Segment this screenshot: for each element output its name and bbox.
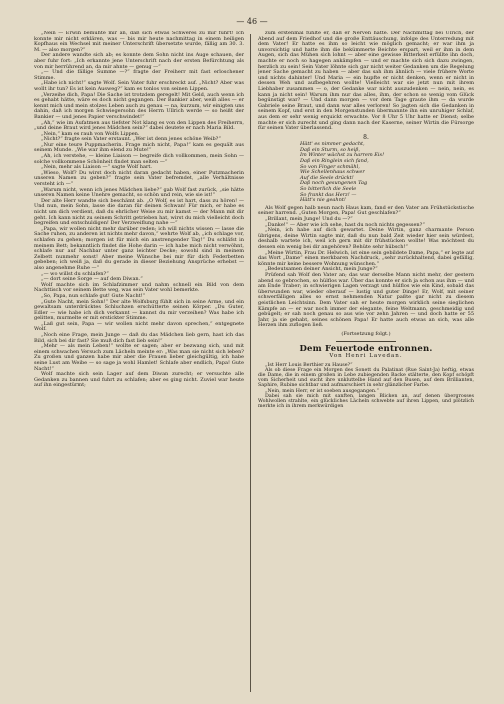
paragraph: „Habe ich nicht!“ sagte Wolf. Sein Vater fuhr erschreckt auf. „Nicht? Aber was wollt ihr tun? Es ist kein Ausweg?“ kam es tonlos von seinen Lippen.: [34, 80, 244, 92]
paragraph: „So, Papa, nun schlafe gut! Gute Nacht!“: [41, 292, 146, 299]
paragraph: „Noch eine Frage, mein Junge — daß du das Mädchen lieb gern, hast ich das Bild, sich bei dir fast? Sie muß dich fast lieb sein!“: [34, 332, 244, 344]
poem-line: Daß ein Ringlein sich fand,: [300, 158, 369, 165]
paragraph: „Meine Wirtin, Frau Dr. Helwich, ist eine sein gebildete Dame, Papa,“ er legte auf das Wort „Dame“ einen merkbaren Nachdruck, „sehr zurückhaltend, dabei gefällig, könnte mir keine bessere Wohnung wünschen.“: [258, 249, 474, 267]
paragraph: Als ob diese Frage ein Morgen des Sonett du Palatinat (Rue Saint-Ja) heftig, etwas die Dame, die in einem großen in Lebe zubiegenden Backe stälterte, den Kopf schöpft vom Sicherheit und sucht ihre unkluttelbe Hand auf den Busen, auf dem Brillianten, Saphire, Rubine sichtbar und aufmarschiert in sehr glänzlicher Farbe.: [258, 367, 474, 389]
paragraph: „— dort seine Sorge — auf dem Diwan.“: [41, 276, 143, 283]
paragraph: Prüfend sah Wolf den Vater an; das war derselbe Mann nicht mehr, der gestern abend so gebrochen, so hülflos war. Über das konnte er sich ja schon aus ihm — und am Ende Traber; in schwierigen Lagen verzagt und hülflos wie ein Kind, sobald das überwunden war, wieder oberauf — lustig und guter Dinge! Er, Wolf, mit seiner schwerfälligen alles so ernst nehmenden Natur paßte gar nicht zu diesem geistlichen Leichtsinn. Dem Vater sah er heute morgen wirklich seine sieglichen Kämpfe an — er war noch immer der elegante, feine Weltmann, geschmeidig und gebügelt; er sah noch genau so aus wie vor zehn Jahren — und doch hatte er 55 Jahr, ja sie gehabt, seines schönen Papa! Er hatte auch etwas an sich, was alle Herzen ihm zuflogen ließ.: [258, 271, 474, 329]
poem: [300, 142, 474, 204]
paragraph: „Nein, mein Herr, er ist soeben ausgegangen.“: [265, 388, 379, 394]
right-column: [258, 31, 474, 696]
chapter-text: [258, 206, 474, 329]
poem-line: So frankt das Herz! —: [300, 191, 357, 198]
paragraph: Der andere wandte sich ab; es konnte dem Sohn nicht ins Auge schauen, der aber fuhr fort: „Ich erkannte jene Unterschrift nach der ersten Befürchtung als von mir herrührend an, da mir ahnte — genug —“: [34, 52, 244, 70]
paragraph: Wolf machte sich im Schlafzimmer und nahm schnell ein Bild von dem Nachttisch vor seinem Bette weg, was sein Vater wohl bemerkte.: [34, 281, 244, 294]
chapter-continuation: [258, 31, 474, 132]
paragraph: „Nein, ich habe auf dich gewartet. Deine Wirtin, ganz charmante Person übrigens, deine Wirtin sagte mir, daß du nun bald Zeit wieder hier sein würdest, deshalb wartete ich, weil ich gern mit dir frühstücken wollte! Was möchtest du dessen ein wenig bei dir angehören? Behüte sehr hübsch!“: [258, 227, 474, 250]
paragraph: „Ist Herr Louis Berthier zu Hause?“: [265, 362, 353, 368]
poem-line: Daß ein Sturm, so heiß,: [300, 146, 361, 153]
paragraph: „Brillant, mein Junge! Und du —?“: [265, 216, 353, 222]
paragraph: „Ah, ich verstehe, — kleine Liaison — begreife dich vollkommen, mein Sohn — solche vollkommene Schönheit findet man selten —“: [34, 153, 244, 165]
paragraph: „Wieso, Wolf? Du wirst doch nicht daran gedacht haben, einer Putzmacherin unseren Namen zu geben?“ fragte sein Vater befremdet, „alle Verhältnisse versteht ich —“: [34, 169, 244, 188]
paragraph: „Ah,“ wie im Aufatmen aus tiefster Not klang es von den Lippen des Freiherrn, „und deine Braut wird jenes Mädchen sein?“ dabei deutete er nach Maria Bild.: [34, 119, 244, 132]
poem-line: Im Winter wächst zu harrem Eis!: [300, 152, 385, 159]
poem-line: Hätt's nie geahnt!: [300, 197, 346, 204]
column-divider: [250, 34, 251, 692]
paragraph: „Danke!“ — Aber wie ich sehe, hast du noch nichts gegessen?“: [265, 221, 425, 228]
paragraph: „Nein, mehr als Liaison —“ sagte Wolf hart.: [41, 164, 152, 171]
paragraph: „Laß gut sein, Papa — wir wollen nicht mehr davon sprechen,“ entgegnete Wolf.: [34, 320, 244, 333]
paragraph: „— Und die fällige Summe —?“ fragte der Freiherr mit fast erloschener Stimme.: [34, 69, 244, 81]
poem-line: Hätt' es nimmer gedacht,: [300, 141, 365, 148]
paragraph: zum erstenmal fühlte er, daß er Nerven hatte. Der Nachmittag bei Ulrich, der Abend auf dem Friedhof und die große Enttäuschung, infolge des Unterredung mit dem Vater! Er hatte es ihm so leicht wie möglich gemacht; er war ihm ja unvorsichtig und hatte ihm die bekümmerte Beichte erspart, weil er ihm in dem Augen, sich das Mühen sich lohnt — aber eine gewisse Bitterkeit erfüllte ihn doch, machte er noch so hagegen ankämpfen — und er machte sich sich dazu zwingen, herzlich zu sein! Sein Vater löhnte sich gar nicht weiter Gedanken um die Regelung jener Sache gemacht zu haben — aber das sah ihm ähnlich — viele frühere Worte und nichts dahinter! Und Maria — ein hupfte er nicht denken, wenn er nicht in dessen Weh und aufbegehren wollte! Vielleicht war sie jetzt nun mit ihrem Liebhaber zusammen — o, der Gedanke war nicht auszudenken — nein, nein, es kann ja nicht sein! Warum ihm nur das alles, ihm, der schon so wenig vom Glück begünstigt war? — Und dann morgen — vor dem Tage graute ihm — da wurde Gabriele seine Braut, und dann war alles verloren! So jagten sich die Gedanken in seinem Kopf, und erst in den Morgenstunden übermannte ihn ein unruhiger Schlaf, aus dem er sehr wenig erquickt erwachte. Vor 8 Uhr 5 Uhr hatte er Dienst; selbe machte er sich zurecht und ging dann nach der Kaserne, seiner Wirtin die Fürsorge für seinen Vater überlassend.: [258, 31, 474, 132]
poem-line: Daß noch gesungenen Tag: [300, 180, 368, 187]
page-number: — 46 —: [236, 17, 268, 26]
paragraph: „Nein — Erwin bemühte mir an, daß sich etwas Schweres zu mir führt! Ich konnte mir nicht erklären, was — bis mir heute nachmittag in einem heiligen Kopfhaus ein Wechsel mit meiner Unterschrift übersetzte wurde, fällig am 30. 3. M. — also morgen?“: [34, 31, 244, 53]
paragraph: „Papa, wir wollen nicht mehr darüber reden; ich will nichts wissen — lasse die Sache ruhen, zu anderen ist nichts mehr davon,“ wehrte Wolf ab, „ich schlage vor, schlafen zu gehen; morgen ist für mich ein anstrengender Tag!“ Du schläfst in meinem Bett; bekanntlich findet die Hohe darin — ich habe mich nicht verwöhnt, schlafe nur auf Nachbar unter ganz leichter Decke; sowohl sind in meinem Zelbett nunmehr sonst! Aber meine Wünsche bei mir für dich Federbetten gebeben; ich weiß ja, daß du gerade in dieser Beziehung Ansprüche erhebst — also angenehme Ruhe —“: [34, 225, 244, 271]
poem-line: So von Finger schmähl,: [300, 163, 360, 170]
paragraph: „Bedeutsamen deiner Ansicht, mein Junge?“: [265, 266, 378, 273]
paragraph: Als Wolf gegen halb neun nach Haus kam, fand er den Vater am Frühstückstische seiner harrend. „Guten Morgen, Papa! Gut geschlafen?“: [258, 204, 474, 217]
paragraph: „Nicht?“ fragte sein Vater erstaunt. „Wer ist denn jenes schöne Weib?“: [41, 136, 221, 143]
paragraph: Der alte Herr wandte sich beschämt ab. „O Wolf, es ist hart, dass zu hören! — Und nun, mein Sohn, lasse die daran für deinen Schwan! Für mich, er habe es nicht um dich verdient, daß du ehrlicher Weise zu mir kamst — der Mann mit dir geht. Ich kann nicht zu seinem Schritt getrieben hat, wirst du mich vielleicht doch begreifen und entschuldigen! Der Verzweiflung nahe —“: [34, 197, 244, 227]
left-column: [34, 31, 244, 696]
paragraph: Dabei sah sie mich mit sanften, langen Blicken an, auf denen übergrosses Wohlwollen strahlte, ein glückliches Lächeln schwebte auf ihren Lippen, und plötzlich merkte ich in ihrem merkwürdigen: [258, 393, 474, 410]
paragraph: „— wo willst du schlafen?“: [41, 270, 109, 277]
paragraph: „Nur eine teure Puppmacherin. Frage mich nicht, Papa!“ kam es gequält aus seinem Munde. „Wie war ihm elend zu Mute!“: [34, 141, 244, 154]
paragraph: „Verzeihe dich, Papa! Die Sache ist trotzdem geregelt! Mit Geld, auch wenn ich es gehabt hätte, wäre es doch nicht gegangen. Der Bankier aber, weiß alles — er kennt mich und mein stolzes Leben auch zu genau — na, kurzum, wir einigten uns dahin, daß ich morgen Schwiegersohn des Herrn Ullrich werde — so heißt der Bankier — und jenes Papier verschwindet!“: [34, 91, 244, 120]
section-number: 8.: [363, 133, 369, 141]
paragraph: „Warum nicht, wenn ich jenes Mädchen liebe?“ gab Wolf fast zurück, „sie hätte unseren Namen keine Unehre gemacht, so schön und rein, wie sie ist!“: [34, 186, 244, 199]
story-body: [258, 363, 474, 410]
separator-rule: [336, 341, 396, 342]
continuation-note: (Fortsetzung folgt.): [341, 330, 391, 337]
story-author: Von Henri Lavedan.: [329, 353, 403, 360]
paragraph: Wolf machte sich sein Lager auf dem Diwan zurecht; er versuchte alle Gedanken zu bannen und fuhrt zu schlafen; aber es ging nicht. Zuviel war heute auf ihn eingestürmt;: [34, 371, 244, 389]
poem-line: So bitterlich die Seele: [300, 186, 357, 193]
story-title: Dem Feuertode entronnen.: [299, 344, 433, 355]
paragraph: „Mehr — als mein Leben!“ wollte er sagen; aber er bezwang sich, und mit einem schwachen Versuch zum Lächeln meinte er: „Was man sie nicht sich leben? Zu großen und ganzen habe mir aber die Frauen lieber gleichgültig, ich habe seine Lust am Weibe — so sage ja wohl Hamlet! Schlafe aber endlich, Papa! Gute Nacht!“: [34, 343, 244, 372]
poem-line: Wie Schellenhaus schwer: [300, 169, 365, 176]
poem-line: Auf die Seele drückt!: [300, 174, 354, 181]
paragraph: „Gute Nacht, mein Sohn!“ Der alte Wolfsburg fühlt sich in seine Arme, und ein gewaltsam unterdrücktes Schluchzen erschütterte seinen Körper. „Du Guter, Edler — wie habe ich dich verkannt — kannst du mir verzeihen? Was habe ich gelitten, murmelte er mit erstickter Stimme.: [34, 298, 244, 322]
paragraph: „Nein,“ kam es rauh von Wolfs Lippen.: [41, 130, 140, 137]
